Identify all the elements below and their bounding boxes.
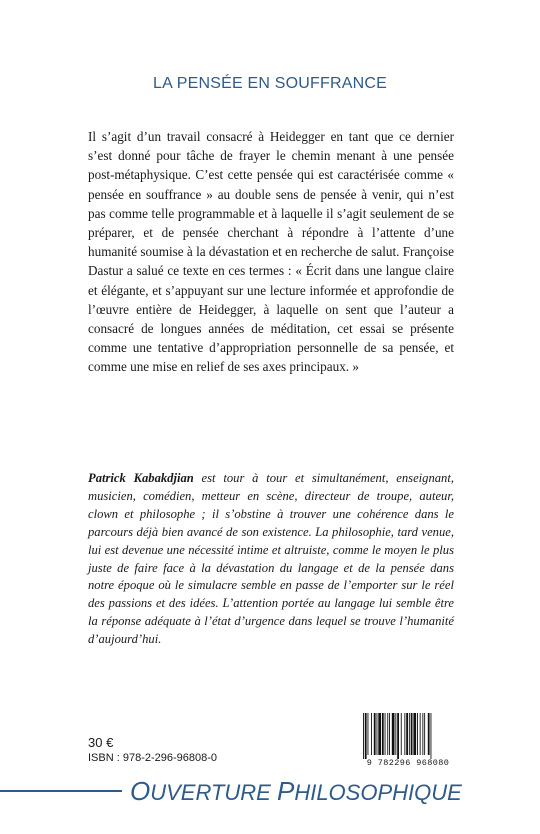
barcode-bar: [371, 713, 372, 755]
book-title: LA PENSÉE EN SOUFFRANCE: [153, 75, 387, 92]
barcode-bar: [395, 713, 396, 755]
barcode-bar: [431, 713, 432, 759]
barcode-bar: [417, 713, 418, 755]
footer-rule: [0, 790, 122, 792]
barcode-bar: [365, 713, 367, 759]
barcode-bar: [420, 713, 421, 755]
series-cap-p: P: [276, 776, 295, 806]
description-text: Il s’agit d’un travail consacré à Heidegger en tant que ce dernier s’est donné pour tâche de frayer le chemin menant à une pensée post-métaphysique. C’est cette pensée qui est caractérisée comme « pensée en souffrance » au double sens de pensée à venir, qui n’est pas comme telle programmable et à laquelle il s’agit seulement de se préparer, et de pensée cherchant à répondre à l’attente d’une humanité soumise à la dévastation et en recherche de salut. Françoise Dastur a salué ce texte en ces termes : « Écrit dans une langue claire et élégante, et s’appuyant sur une lecture informée et approfondie de l’œuvre entière de Heidegger, à laquelle on sent que l’auteur a consacré de longues années de méditation, cet essai se présente comme une tentative d’appropriation personnelle de sa pensée, et comme une mise en relief de ses axes principaux. »: [88, 129, 454, 375]
barcode-bar: [409, 713, 410, 755]
barcode-bar: [377, 713, 378, 755]
barcode-bar: [397, 713, 399, 759]
barcode-bar: [392, 713, 395, 755]
series-cap-o: O: [130, 776, 151, 806]
barcode-bar: [406, 713, 408, 755]
barcode-bar: [424, 713, 425, 755]
barcode-bars: [360, 713, 456, 759]
barcode-bar: [378, 713, 381, 755]
series-name: [130, 776, 462, 808]
author-name: Patrick Kabakdjian: [88, 471, 194, 485]
barcode-bar: [368, 713, 369, 755]
barcode-bar: [411, 713, 413, 755]
series-footer: [0, 776, 540, 806]
author-bio-text: est tour à tour et simultanément, enseignant, musicien, comédien, metteur en scène, directeur de troupe, auteur, clown et philosophe ; il s’obstine à trouver une cohérence dans le parcours déjà bien avancé de son existence. La philosophie, tard venue, lui est devenue une nécessité intime et altruiste, comme le moyen le plus juste de faire face à la dévastation du langage et de la pensée dans notre époque où le simulacre semble en passe de l’emporter sur le réel des passions et des idées. L’attention portée au langage lui semble être la réponse adéquate à l’état d’urgence dans lequel se trouve l’humanité d’aujourd’hui.: [88, 471, 455, 647]
author-bio: [88, 470, 454, 649]
isbn: ISBN : 978-2-296-96808-0: [88, 752, 218, 764]
barcode-bar: [374, 713, 376, 755]
barcode-bar: [413, 713, 416, 755]
price: 30 €: [88, 735, 114, 750]
barcode-bar: [401, 713, 402, 755]
barcode-bar: [363, 713, 364, 759]
barcode-digits: 9 782296 968080: [366, 758, 450, 768]
barcode-bar: [404, 713, 405, 755]
series-word-1: UVERTURE: [150, 780, 277, 805]
barcode-bar: [382, 713, 384, 755]
barcode-bar: [422, 713, 423, 755]
barcode-bar: [428, 713, 430, 755]
barcode-bar: [385, 713, 386, 755]
barcode-bar: [389, 713, 390, 755]
description-block: [88, 127, 454, 377]
barcode-bar: [387, 713, 388, 755]
series-word-2: HILOSOPHIQUE: [294, 780, 462, 805]
